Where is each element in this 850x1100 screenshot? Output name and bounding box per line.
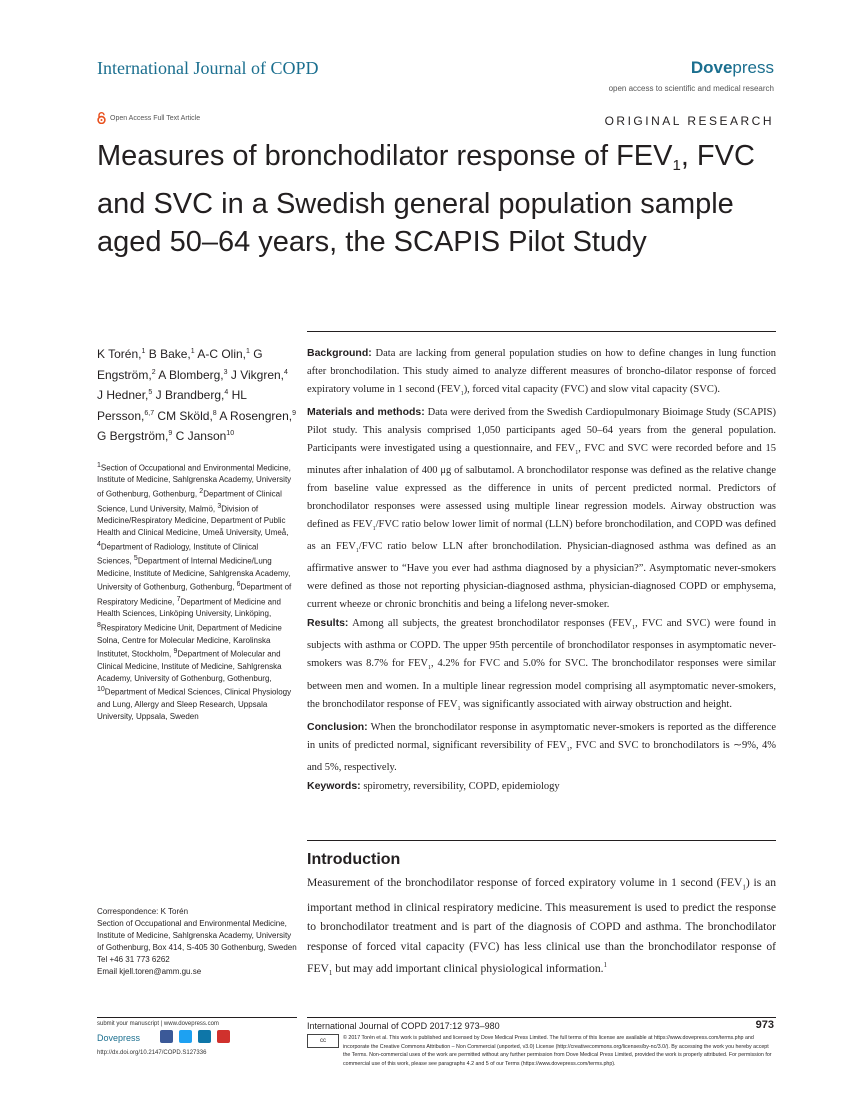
sub: 1 (372, 526, 376, 533)
submit-manuscript-link[interactable]: submit your manuscript | www.dovepress.com (97, 1021, 219, 1027)
abstract-results (307, 614, 776, 717)
title-sub: 1 (672, 157, 681, 174)
open-access-label (97, 112, 200, 124)
publisher-logo[interactable] (691, 58, 774, 78)
author-affiliation-ref: 1 (141, 348, 146, 355)
abstract (307, 344, 776, 796)
publisher-tagline: open access to scientific and medical research (608, 84, 774, 93)
conclusion-text: When the bronchodilator response in asymptomatic never-smokers is reported as the difference in units of predicted normal, significant reversibility of FEV (307, 721, 776, 751)
abstract-keywords (307, 777, 776, 796)
sub: 1 (460, 391, 464, 398)
journal-name[interactable]: International Journal of COPD (97, 58, 319, 78)
results-text: , FVC and SVC) were found in subjects with asthma or COPD. The upper 95th percentile of bronchodilator responses in asymptomatic never-smokers was 8.7% for FEV (307, 618, 776, 670)
methods-text: , FVC and SVC were recorded before and 15 minutes after inhalation of 400 μg of salbutamol. A bronchodilator response was defined as the relative change from baseline value expressed as the difference in units of percent predicted normal. Predictors of bronchodilator responses were assessed using multiple linear regression models. Airway obstruction was defined as FEV (307, 443, 776, 531)
affiliation-number: 7 (176, 595, 181, 603)
youtube-icon[interactable] (217, 1030, 230, 1043)
methods-heading: Materials and methods: (307, 406, 425, 419)
open-access-text: Open Access Full Text Article (110, 114, 201, 122)
affiliations (97, 460, 292, 723)
keywords-heading: Keywords: (307, 779, 361, 792)
linkedin-icon[interactable] (198, 1030, 211, 1043)
affiliation-number: 10 (97, 686, 105, 694)
sub: 1 (355, 548, 359, 555)
affiliation-number: 6 (236, 581, 241, 589)
methods-text: Data were derived from the Swedish Cardiopulmonary Bioimage Study (SCAPIS) Pilot study. This analysis comprised 1,050 participants aged 50–64 years from the general population. Participants were investigated using a questionnaire, and FEV (307, 407, 776, 455)
affiliation-text: Department of Clinical Science, Lund University, Malmö, (97, 489, 282, 514)
article-type: ORIGINAL RESEARCH (604, 114, 774, 128)
affiliation-number: 8 (97, 622, 101, 630)
publisher-logo-bold: Dove (690, 58, 733, 77)
affiliation-text: Department of Radiology, Institute of Clinical Sciences, (97, 542, 259, 566)
affiliation-number: 9 (173, 648, 178, 656)
author-affiliation-ref: 9 (292, 409, 296, 417)
author-name: K Torén, (97, 347, 142, 361)
conclusion-heading: Conclusion: (307, 720, 368, 733)
author-name: B Bake, (145, 347, 191, 361)
author-name: J Hedner, (97, 388, 149, 402)
footer-left-rule (97, 1017, 297, 1018)
author-list (97, 343, 297, 446)
title-part1: Measures of bronchodilator response of FEV (97, 140, 673, 172)
results-text: was significantly associated with airway obstruction and height. (460, 698, 732, 710)
affiliation-number: 5 (133, 555, 138, 563)
methods-text: /FVC ratio below lower limit of normal (LLN) before bronchodilation, and COPD was defined as an FEV (307, 519, 776, 553)
intro-text: ) is an important method in clinical respiratory medicine. This measurement is used to predict the response to bronchodilator treatment and is part of the diagnosis of COPD and asthma. The bronchodilator response of forced vital capacity (FVC) has less clinical use than the bronchodilator response of FEV (307, 876, 776, 976)
author-name: HL Persson, (97, 388, 247, 423)
sub: 1 (575, 450, 579, 457)
author-affiliation-ref: 9 (168, 430, 173, 437)
author-affiliation-ref: 10 (226, 430, 235, 437)
author-affiliation-ref: 6,7 (144, 409, 155, 417)
affiliation-text: Department of Internal Medicine/Lung Medicine, Institute of Medicine, Sahlgrenska Academy, University of Gothenburg, Gothenburg, (97, 556, 291, 593)
author-affiliation-ref: 8 (212, 409, 217, 417)
correspondence-address: Section of Occupational and Environmental Medicine, Institute of Medicine, Sahlgrenska Academy, University of Gothenburg, Box 414, S-405 30 Gothenburg, Sweden (97, 919, 297, 952)
background-text: Data are lacking from general population studies on how to define changes in lung function after bronchodilation. This study aimed to analyze different measures of broncho-dilator response of forced expiratory volume in 1 second (FEV (307, 348, 776, 395)
author-affiliation-ref: 1 (246, 348, 250, 355)
abstract-background (307, 344, 776, 403)
correspondence-tel: Tel +46 31 773 6262 (97, 955, 170, 964)
author-affiliation-ref: 5 (148, 389, 153, 396)
results-text: Among all subjects, the greatest bronchodilator responses (FEV (348, 618, 633, 630)
affiliation-number: 4 (97, 540, 101, 548)
affiliation-number: 2 (199, 488, 204, 496)
conclusion-text: , FVC and SVC to bronchodilators is ∼9%, 4% and 5%, respectively. (307, 739, 776, 773)
author-name: J Vikgren, (227, 367, 285, 382)
abstract-bottom-rule (307, 840, 776, 841)
facebook-icon[interactable] (160, 1030, 173, 1043)
correspondence-name: Correspondence: K Torén (97, 907, 189, 916)
author-affiliation-ref: 3 (223, 368, 228, 376)
author-affiliation-ref: 1 (190, 348, 195, 355)
license-text: © 2017 Torén et al. This work is published and licensed by Dove Medical Press Limited. The full terms of this license are available at https://www.dovepress.com/terms.php and incorporate the Creative Commons Attribution – Non Commercial (unported, v3.0) License (http://creativecommons.org/licenses/by-nc/3.0/). By accessing the work you hereby accept the Terms. Non-commercial uses of the work are permitted without any further permission from Dove Medical Press Limited, provided the work is properly attributed. For permission for commercial use of this work, please see paragraphs 4.2 and 5 of our Terms (https://www.dovepress.com/terms.php). (343, 1035, 772, 1067)
methods-text: /FVC ratio below LLN after bronchodilation. Physician-diagnosed asthma was defined as an affirmative answer to “Have you ever had asthma diagnosed by a physician?”. Asymptomatic never-smokers were defined as those not reporting physician-diagnosed asthma, physician-diagnosed COPD or emphysema, current wheeze or chronic bronchitis and being a lifelong never-smoker. (307, 541, 776, 611)
author-name: G Engström, (97, 347, 263, 382)
author-name: G Bergström, (97, 429, 169, 443)
intro-text: but may add important clinical physiological information. (332, 962, 604, 976)
affiliation-text: Respiratory Medicine Unit, Department of Medicine Solna, Centre for Molecular Medicine, Karolinska Institutet, Stockholm, (97, 623, 282, 660)
page-number: 973 (755, 1019, 774, 1031)
background-heading: Background: (307, 347, 372, 359)
footer-logo[interactable]: Dovepress (97, 1033, 141, 1043)
publisher-logo-rest: press (732, 58, 774, 77)
intro-text: Measurement of the bronchodilator response of forced expiratory volume in 1 second (FEV (307, 876, 743, 889)
author-affiliation-ref: 4 (284, 368, 288, 376)
affiliation-text: Department of Medicine and Health Sciences, Linköping University, Linköping, (97, 597, 281, 619)
sub: 1 (632, 625, 636, 632)
title-part2: , FVC and SVC in a Swedish general population sample aged 50–64 years, the SCAPIS Pilot Study (97, 140, 755, 258)
affiliation-number: 1 (97, 462, 101, 469)
author-affiliation-ref: 2 (151, 368, 156, 376)
abstract-methods (307, 403, 776, 614)
introduction-heading: Introduction (307, 851, 401, 868)
affiliation-text: Department of Molecular and Clinical Medicine, Institute of Medicine, Sahlgrenska Academy, University of Gothenburg, Gothenburg, (97, 650, 282, 683)
sub: 1 (428, 665, 431, 672)
citation-ref[interactable]: 1 (603, 961, 608, 970)
results-heading: Results: (307, 617, 349, 630)
sub: 1 (328, 969, 333, 978)
keywords-text: spirometry, reversibility, COPD, epidemiology (360, 780, 560, 792)
social-icons (160, 1030, 230, 1043)
author-name: A Blomberg, (155, 367, 224, 382)
author-name: A Rosengren, (216, 408, 293, 423)
twitter-icon[interactable] (179, 1030, 192, 1043)
author-name: J Brandberg, (152, 388, 225, 402)
affiliation-text: Department of Medical Sciences, Clinical Physiology and Lung, Allergy and Sleep Research, Uppsala University, Uppsala, Sweden (97, 688, 292, 721)
author-name: CM Sköld, (154, 408, 213, 423)
abstract-top-rule (307, 331, 776, 332)
sub: 1 (742, 883, 746, 892)
correspondence (97, 906, 297, 978)
doi-link[interactable]: http://dx.doi.org/10.2147/COPD.S127336 (97, 1050, 207, 1056)
correspondence-email[interactable]: Email kjell.toren@amm.gu.se (97, 967, 202, 976)
affiliation-text: Department of Respiratory Medicine, (97, 583, 292, 607)
affiliation-text: Division of Medicine/Respiratory Medicine, Department of Public Health and Clinical Medicine, Umeå University, Umeå, (97, 504, 289, 537)
results-text: , 4.2% for FVC and 5.0% for SVC. The bronchodilator responses were similar between men and women. In a multiple linear regression model comprising all asymptomatic never-smokers, the bronchodilator response of FEV (307, 658, 776, 710)
introduction-text (307, 873, 776, 984)
author-affiliation-ref: 4 (224, 389, 229, 396)
background-text: ), forced vital capacity (FVC) and slow vital capacity (SVC). (463, 384, 720, 395)
creative-commons-badge: cc (307, 1034, 339, 1048)
author-name: C Janson (172, 429, 227, 443)
journal-citation: International Journal of COPD 2017:12 973–980 (307, 1021, 500, 1031)
article-title (97, 137, 787, 261)
open-access-lock-icon (97, 112, 106, 124)
sub: 1 (566, 746, 570, 753)
affiliation-text: Section of Occupational and Environmental Medicine, Institute of Medicine, Sahlgrenska Academy, University of Gothenburg, Gothenburg, (97, 463, 292, 499)
sub: 1 (457, 705, 461, 712)
license (307, 1034, 776, 1068)
affiliation-number: 3 (217, 502, 222, 510)
abstract-conclusion (307, 718, 776, 777)
footer-right-rule (307, 1017, 776, 1018)
author-name: A-C Olin, (194, 347, 247, 361)
